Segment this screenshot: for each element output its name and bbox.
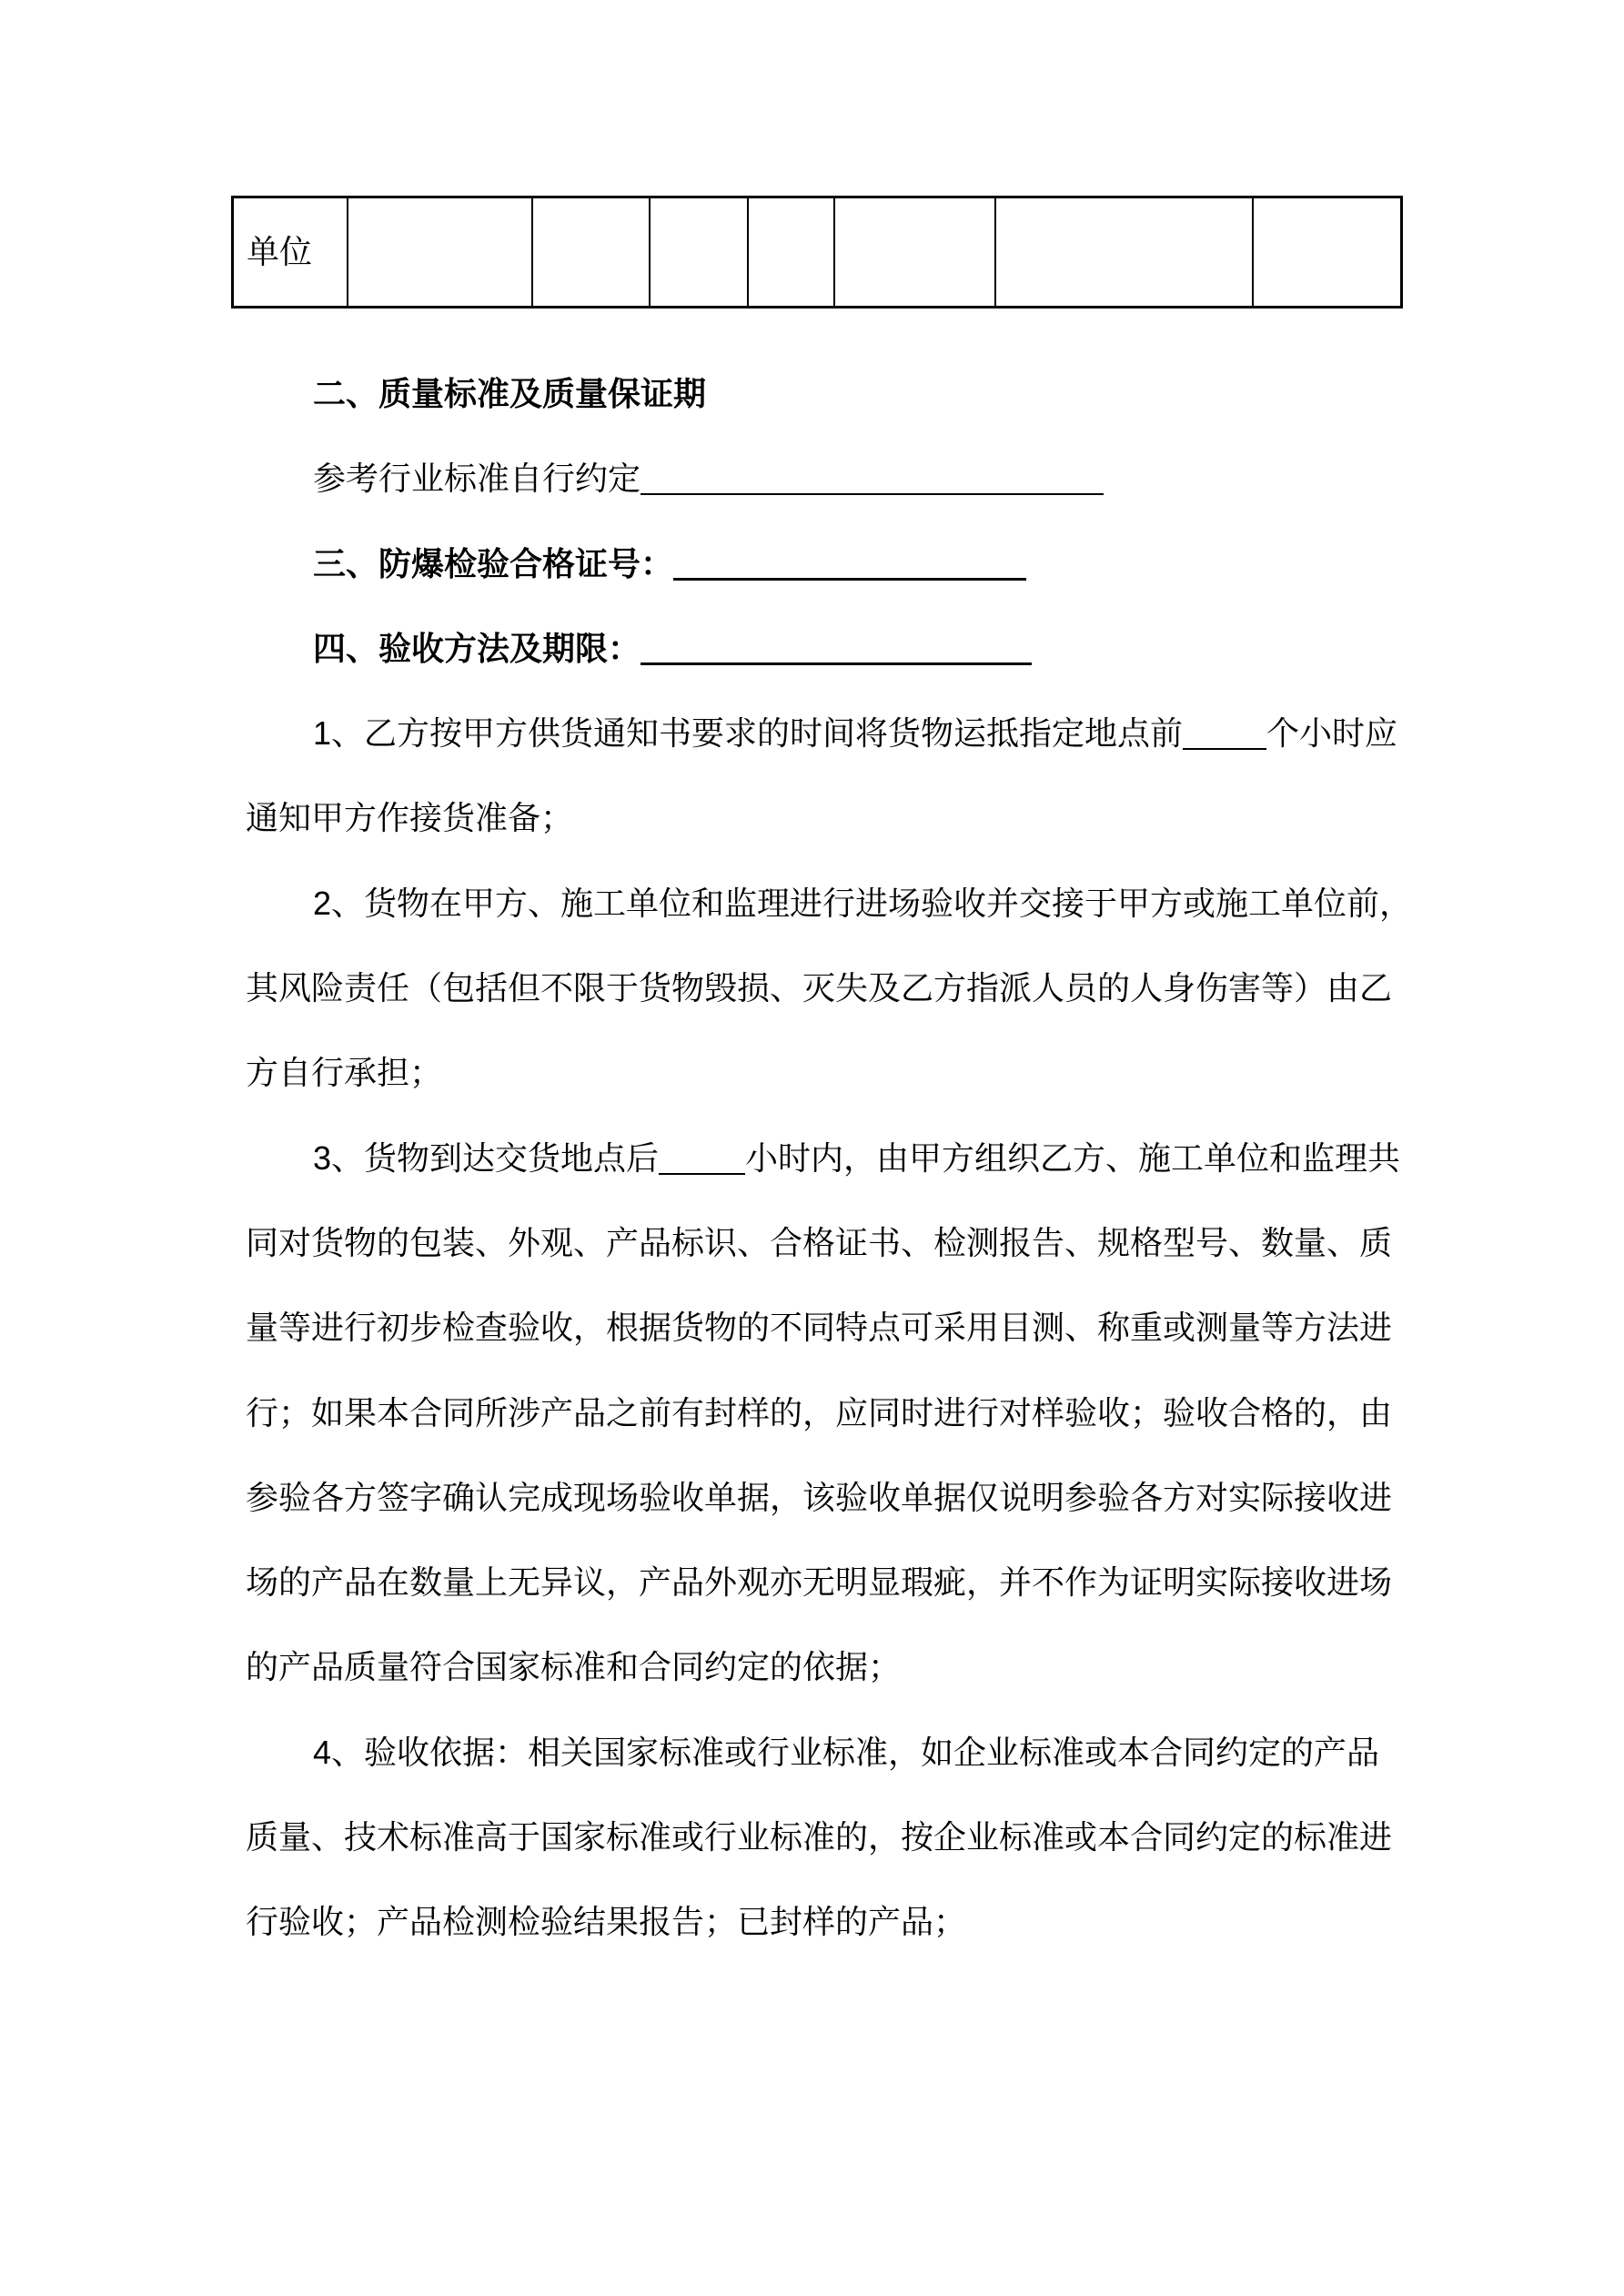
blank-underline-field[interactable] bbox=[1183, 748, 1266, 750]
blank-underline-field[interactable] bbox=[641, 493, 1104, 495]
text-run: 方自行承担； bbox=[246, 1054, 443, 1092]
text-line-4 bbox=[246, 606, 1428, 691]
text-run: 四、验收方法及期限： bbox=[313, 629, 641, 667]
text-run: 3、货物到达交货地点后 bbox=[313, 1138, 660, 1177]
text-run: 场的产品在数量上无异议，产品外观亦无明显瑕疵，并不作为证明实际接收进场 bbox=[246, 1563, 1393, 1602]
text-run: 同对货物的包装、外观、产品标识、合格证书、检测报告、规格型号、数量、质 bbox=[246, 1223, 1393, 1261]
empty-table-cell bbox=[532, 197, 650, 308]
contract-table bbox=[231, 196, 1403, 308]
table-body bbox=[233, 197, 1402, 308]
empty-table-cell bbox=[748, 197, 834, 308]
text-run: 参考行业标准自行约定 bbox=[313, 460, 641, 498]
blank-underline-field[interactable] bbox=[659, 1173, 745, 1175]
unit-label-cell: 单位 bbox=[233, 197, 348, 308]
text-line-14 bbox=[246, 1455, 1428, 1540]
text-run: 个小时应 bbox=[1266, 714, 1398, 753]
text-line-1 bbox=[246, 351, 1428, 436]
text-line-11 bbox=[246, 1200, 1428, 1285]
text-run: 其风险责任（包括但不限于货物毁损、灭失及乙方指派人员的人身伤害等）由乙 bbox=[246, 969, 1393, 1007]
text-line-6 bbox=[246, 775, 1428, 860]
contract-body-text bbox=[246, 351, 1428, 1965]
text-line-17 bbox=[246, 1710, 1428, 1795]
empty-table-cell bbox=[1253, 197, 1402, 308]
text-line-13 bbox=[246, 1371, 1428, 1455]
text-line-7 bbox=[246, 861, 1428, 946]
empty-table-cell bbox=[650, 197, 748, 308]
empty-table-cell bbox=[348, 197, 532, 308]
blank-underline-field[interactable] bbox=[641, 663, 1032, 665]
empty-table-cell bbox=[995, 197, 1253, 308]
text-line-2 bbox=[246, 436, 1428, 521]
text-line-9 bbox=[246, 1030, 1428, 1115]
text-run: 三、防爆检验合格证号： bbox=[313, 544, 674, 582]
empty-table-cell bbox=[834, 197, 995, 308]
text-line-16 bbox=[246, 1624, 1428, 1709]
text-run: 量等进行初步检查验收，根据货物的不同特点可采用目测、称重或测量等方法进 bbox=[246, 1309, 1393, 1347]
text-line-10 bbox=[246, 1116, 1428, 1200]
text-run: 4、验收依据：相关国家标准或行业标准，如企业标准或本合同约定的产品 bbox=[313, 1733, 1380, 1771]
text-run: 通知甲方作接货准备； bbox=[246, 799, 574, 837]
table-row bbox=[233, 197, 1402, 308]
text-run: 的产品质量符合国家标准和合同约定的依据； bbox=[246, 1648, 902, 1686]
text-line-5 bbox=[246, 691, 1428, 775]
text-run: 二、质量标准及质量保证期 bbox=[313, 375, 707, 412]
text-line-19 bbox=[246, 1879, 1428, 1964]
text-run: 行验收；产品检测检验结果报告；已封样的产品； bbox=[246, 1903, 967, 1941]
text-run: 1、乙方按甲方供货通知书要求的时间将货物运抵指定地点前 bbox=[313, 714, 1184, 753]
text-line-12 bbox=[246, 1285, 1428, 1370]
text-run: 行；如果本合同所涉产品之前有封样的，应同时进行对样验收；验收合格的，由 bbox=[246, 1393, 1393, 1431]
blank-underline-field[interactable] bbox=[673, 578, 1026, 581]
text-line-18 bbox=[246, 1795, 1428, 1879]
text-run: 2、货物在甲方、施工单位和监理进行进场验收并交接于甲方或施工单位前， bbox=[313, 884, 1413, 922]
text-line-3 bbox=[246, 521, 1428, 606]
text-line-8 bbox=[246, 946, 1428, 1030]
text-line-15 bbox=[246, 1540, 1428, 1624]
text-run: 质量、技术标准高于国家标准或行业标准的，按企业标准或本合同约定的标准进 bbox=[246, 1818, 1393, 1856]
text-run: 参验各方签字确认完成现场验收单据，该验收单据仅说明参验各方对实际接收进 bbox=[246, 1478, 1393, 1516]
text-run: 小时内，由甲方组织乙方、施工单位和监理共 bbox=[745, 1138, 1401, 1177]
